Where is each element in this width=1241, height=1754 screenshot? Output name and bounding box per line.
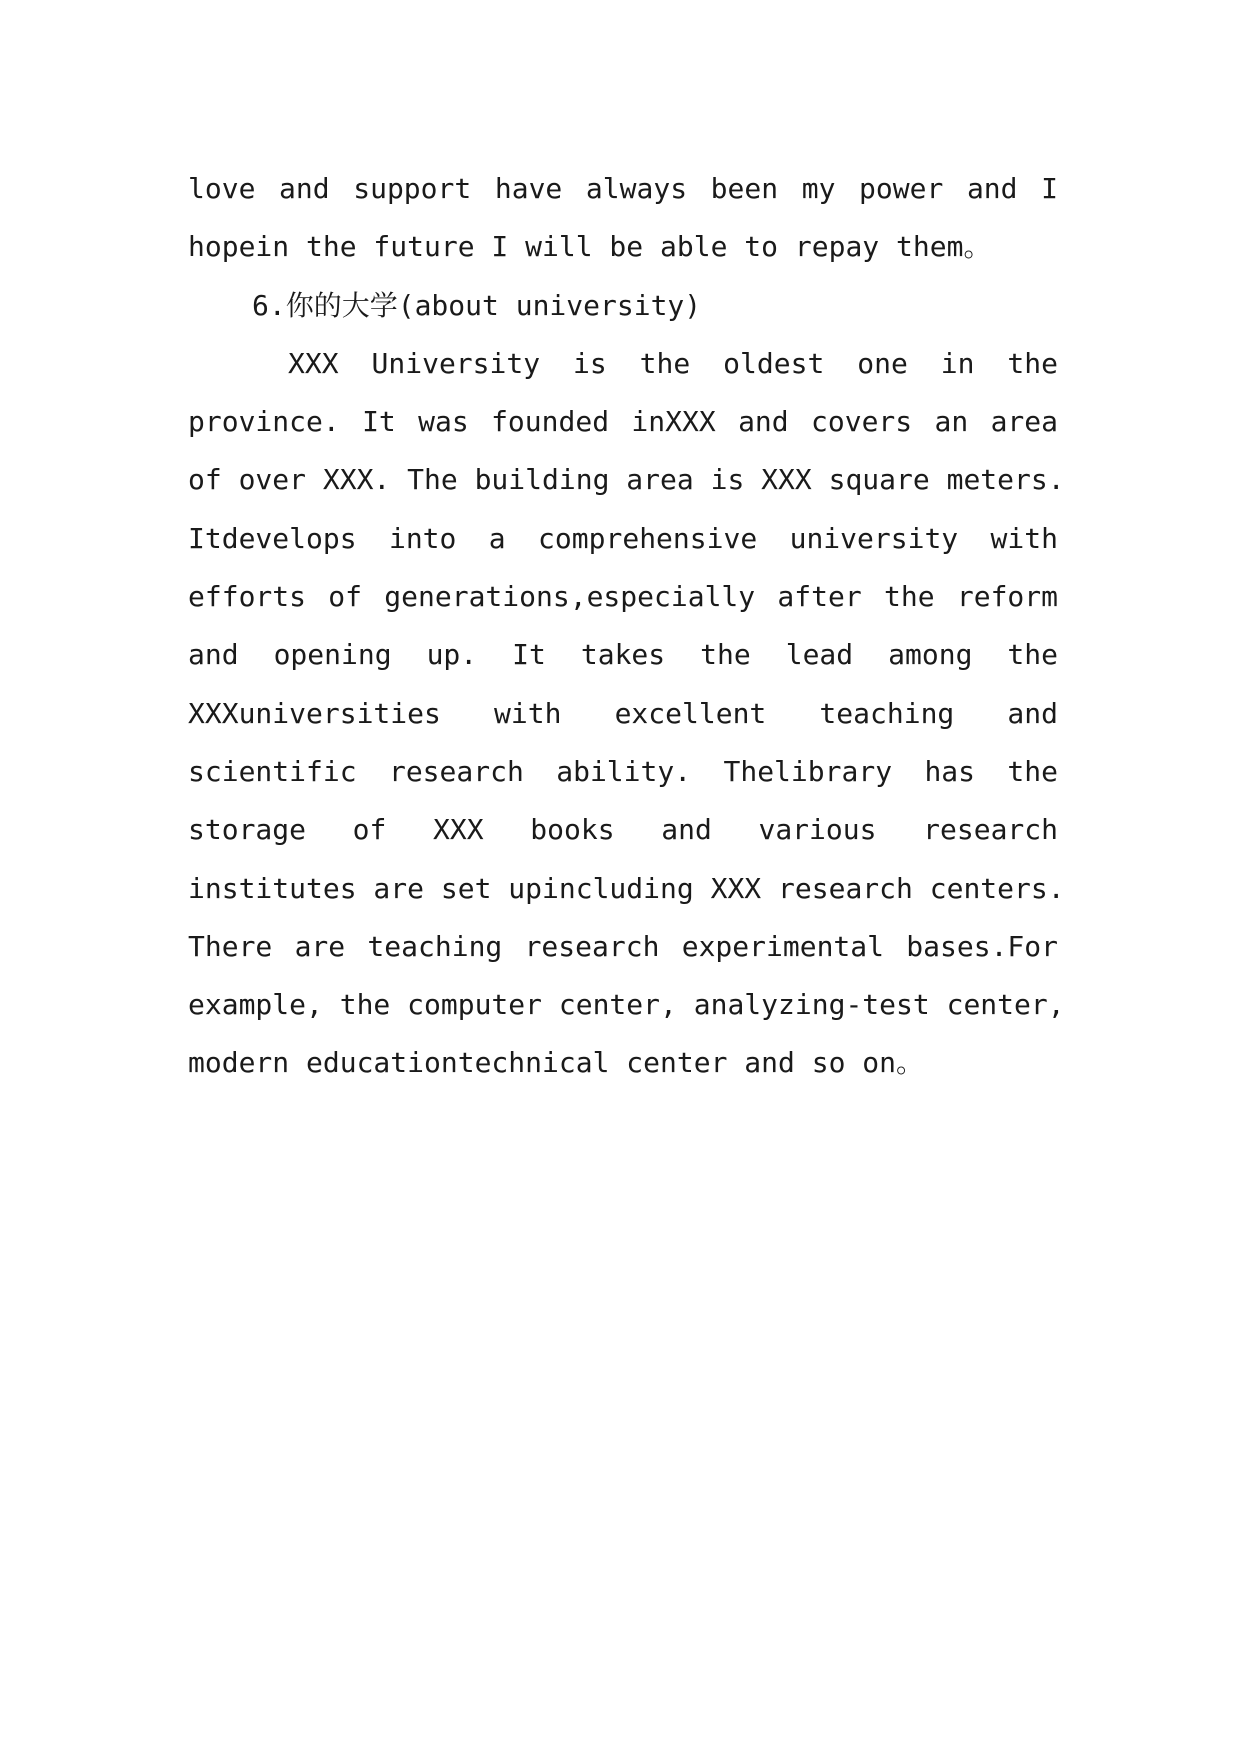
paragraph-line: XXX University is the oldest one in the	[288, 346, 1058, 380]
document-body	[188, 160, 1065, 1093]
paragraph-line: There are teaching research experimental bases.For	[188, 929, 1058, 963]
paragraph-line: love and support have always been my power and I	[188, 172, 1058, 205]
paragraph-line: hopein the future I will be able to repay them。	[188, 230, 992, 264]
paragraph-line: example, the computer center, analyzing-test center,	[188, 988, 1065, 1022]
paragraph-line: province. It was founded inXXX and covers an area	[188, 405, 1058, 439]
paragraph-line: modern educationtechnical center and so on。	[188, 1046, 925, 1080]
paragraph-line: Itdevelops into a comprehensive university with	[188, 521, 1058, 555]
paragraph-line: storage of XXX books and various research	[188, 813, 1058, 847]
paragraph-line: and opening up. It takes the lead among the	[188, 638, 1058, 672]
paragraph-line: institutes are set upincluding XXX research centers.	[188, 871, 1065, 905]
paragraph-line: scientific research ability. Thelibrary has the	[188, 754, 1058, 788]
paragraph-line: of over XXX. The building area is XXX square meters.	[188, 463, 1065, 497]
section-heading: 6.你的大学(about university)	[252, 288, 702, 322]
paragraph-line: XXXuniversities with excellent teaching and	[188, 696, 1058, 730]
paragraph-line: efforts of generations,especially after the reform	[188, 580, 1058, 614]
